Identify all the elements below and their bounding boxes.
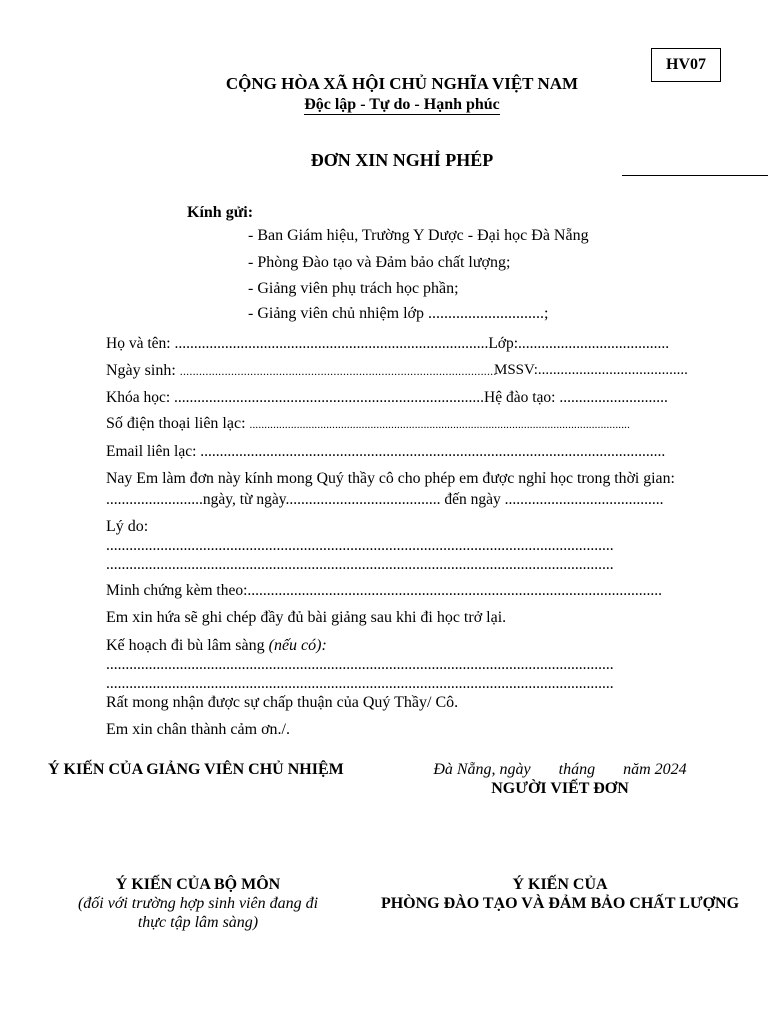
- dob-dots: ...................................................................................................: [179, 364, 497, 378]
- place-date: Đà Nẵng, ngày tháng năm 2024: [433, 761, 687, 778]
- recipient-item: - Ban Giám hiệu, Trường Y Dược - Đại học Đà Nẵng: [248, 227, 589, 244]
- department-opinion-heading: Ý KIẾN CỦA BỘ MÔN: [115, 876, 281, 893]
- request-text: Nay Em làm đơn này kính mong Quý thầy cô cho phép em được nghỉ học trong thời gian:: [106, 470, 675, 487]
- form-code-box: [651, 48, 721, 82]
- homeroom-opinion-heading: Ý KIẾN CỦA GIẢNG VIÊN CHỦ NHIỆM: [48, 761, 344, 778]
- phone-field: [106, 415, 630, 433]
- recipient-item: - Giảng viên phụ trách học phần;: [248, 280, 459, 297]
- writer-heading: NGƯỜI VIẾT ĐƠN: [491, 780, 629, 797]
- department-note: (đối với trường hợp sinh viên đang đi: [77, 895, 319, 912]
- form-code: HV07: [666, 56, 706, 73]
- recipient-item: - Giảng viên chủ nhiệm lớp .............................;: [248, 305, 549, 322]
- dates-line: .........................ngày, từ ngày........................................ đến ngày .........................................: [106, 491, 664, 508]
- recipient-item: - Phòng Đào tạo và Đảm bảo chất lượng;: [248, 254, 511, 271]
- phone-label: Số điện thoại liên lạc:: [106, 415, 250, 432]
- plan-note: (nếu có):: [268, 637, 327, 654]
- divider-line: [622, 175, 768, 176]
- page-title: ĐƠN XIN NGHỈ PHÉP: [310, 150, 494, 170]
- nation-heading: CỘNG HÒA XÃ HỘI CHỦ NGHĨA VIỆT NAM: [225, 74, 579, 93]
- evidence-line: Minh chứng kèm theo:...........................................................................................................: [106, 582, 663, 599]
- recipients-label: Kính gửi:: [187, 204, 254, 221]
- office-name: PHÒNG ĐÀO TẠO VÀ ĐẢM BẢO CHẤT LƯỢNG: [380, 895, 740, 912]
- plan-label-line: [106, 637, 327, 655]
- hope-text: Rất mong nhận được sự chấp thuận của Quý Thầy/ Cô.: [106, 694, 459, 711]
- motto-line: [160, 96, 644, 114]
- plan-label: Kế hoạch đi bù lâm sàng: [106, 637, 269, 654]
- email-field: Email liên lạc: ........................................................................................................................: [106, 443, 666, 460]
- office-opinion-heading: Ý KIẾN CỦA: [512, 876, 608, 893]
- reason-line: ...................................................................................................................................: [106, 537, 614, 554]
- phone-dots: .................................................................................................................................: [249, 419, 631, 431]
- thanks-text: Em xin chân thành cảm ơn./.: [106, 721, 290, 738]
- plan-line: ...................................................................................................................................: [106, 675, 614, 692]
- name-field: Họ và tên: .................................................................................Lớp:.......................................: [106, 335, 670, 352]
- mssv-field: MSSV:........................................: [494, 362, 688, 378]
- course-field: Khóa học: ................................................................................Hệ đào tạo: ............................: [106, 389, 668, 406]
- motto: Độc lập - Tự do - Hạnh phúc: [304, 96, 500, 113]
- dob-field: [106, 362, 497, 380]
- plan-line: ...................................................................................................................................: [106, 656, 614, 673]
- dob-label: Ngày sinh:: [106, 362, 180, 379]
- department-note: thực tập lâm sàng): [137, 914, 259, 931]
- reason-label: Lý do:: [106, 518, 149, 535]
- promise-text: Em xin hứa sẽ ghi chép đầy đủ bài giảng sau khi đi học trở lại.: [106, 609, 507, 626]
- reason-line: ...................................................................................................................................: [106, 556, 614, 573]
